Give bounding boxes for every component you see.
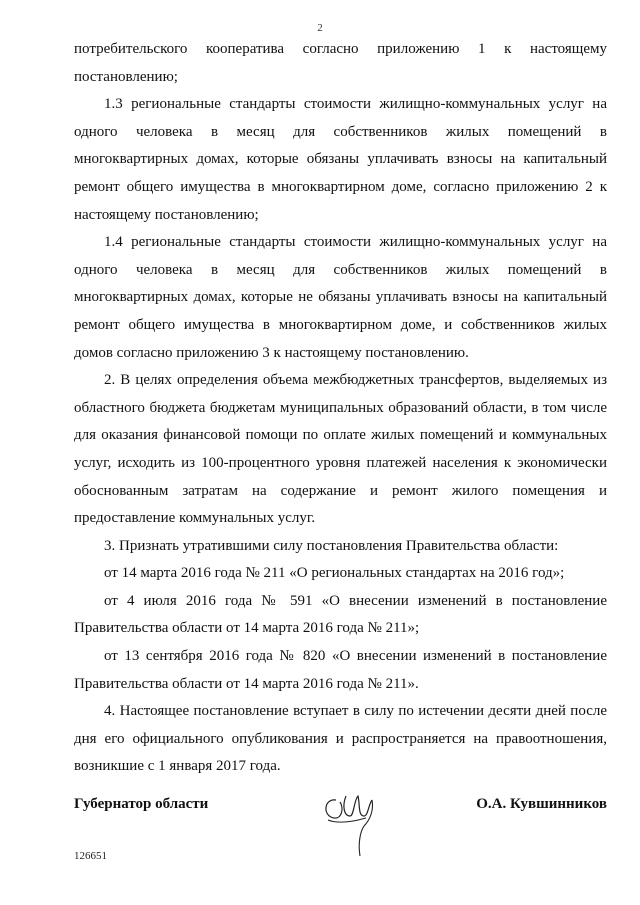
paragraph-item-1-4: 1.4 региональные стандарты стоимости жилищно-коммунальных услуг на одного человека в месяц для собственников жилых помещений в многоквартирных домах, которые не обязаны уплачивать взносы на капитальный ремонт общего имущества в многоквартирном доме, и собственников жилых домов согласно приложению 3 к настоящему постановлению. <box>74 234 607 361</box>
signer-name: О.А. Кувшинников <box>476 796 607 812</box>
handwritten-signature <box>318 786 388 866</box>
paragraph-item-2: 2. В целях определения объема межбюджетных трансфертов, выделяемых из областного бюджета бюджетам муниципальных образований области, в том числе для оказания финансовой помощи по оплате жилых помещений и коммунальных услуг, исходить из 100-процентного уровня платежей населения к экономически обоснованным затратам на содержание и ремонт жилого помещения и предоставление коммунальных услуг. <box>74 372 607 527</box>
paragraph-item-3: 3. Признать утратившими силу постановления Правительства области: <box>104 537 559 554</box>
document-body <box>74 36 607 781</box>
paragraph-repeal-1: от 14 марта 2016 года № 211 «О региональных стандартах на 2016 год»; <box>104 565 565 582</box>
paragraph-repeal-3: от 13 сентября 2016 года № 820 «О внесении изменений в постановление Правительства области от 14 марта 2016 года № 211». <box>74 648 607 692</box>
page-number: 2 <box>317 22 323 34</box>
paragraph-item-1-3: 1.3 региональные стандарты стоимости жилищно-коммунальных услуг на одного человека в месяц для собственников жилых помещений в многоквартирных домах, которые обязаны уплачивать взносы на капитальный ремонт общего имущества в многоквартирном доме, согласно приложению 2 к настоящему постановлению; <box>74 96 607 223</box>
paragraph-item-4: 4. Настоящее постановление вступает в силу по истечении десяти дней после дня его официального опубликования и распространяется на правоотношения, возникшие с 1 января 2017 года. <box>74 703 607 775</box>
paragraph-continuation: потребительского кооператива согласно приложению 1 к настоящему постановлению; <box>74 41 607 85</box>
document-code: 126651 <box>74 850 107 862</box>
paragraph-repeal-2: от 4 июля 2016 года № 591 «О внесении изменений в постановление Правительства области от 14 марта 2016 года № 211»; <box>74 592 607 637</box>
signer-title: Губернатор области <box>74 796 209 812</box>
